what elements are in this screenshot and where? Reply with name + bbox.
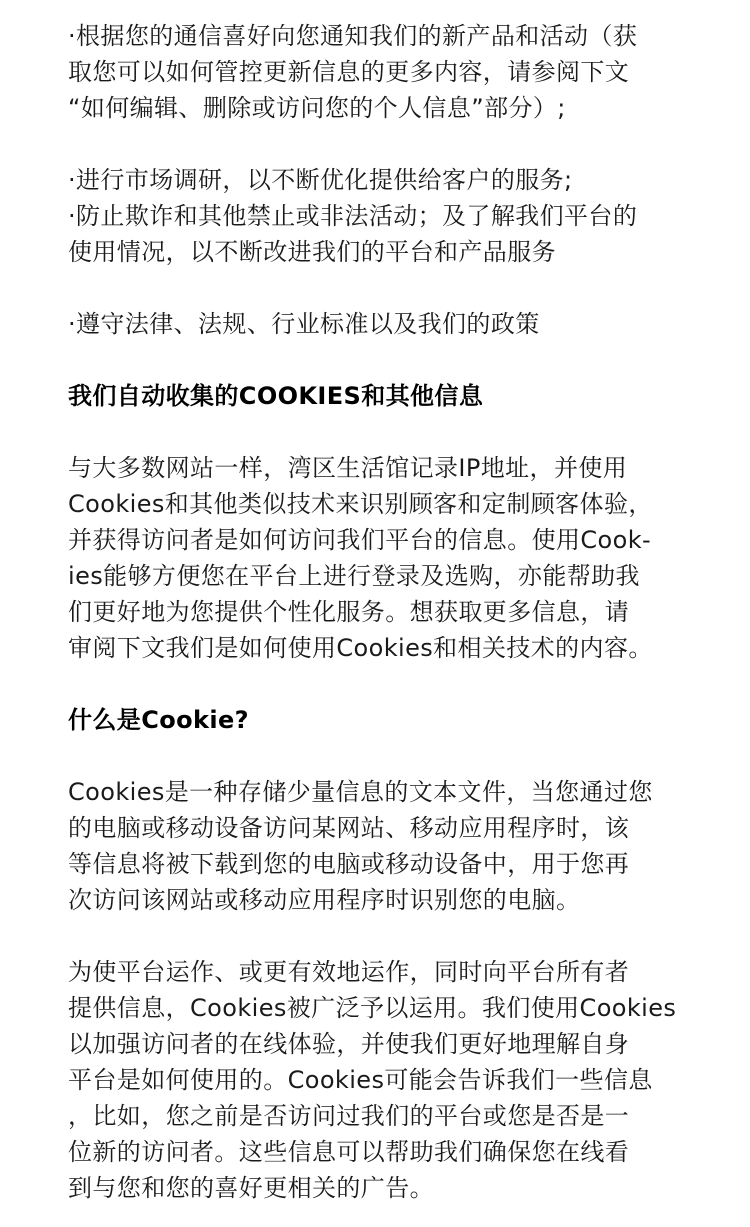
list-item-line: ·遵守法律、法规、行业标准以及我们的政策 [68,310,540,338]
paragraph-line: 位新的访问者。这些信息可以帮助我们确保您在线看 [68,1138,630,1166]
paragraph-line: 并获得访问者是如何访问我们平台的信息。使用Cook- [68,526,652,554]
purpose-list-continued [68,18,682,126]
list-item-line: 使用情况，以不断改进我们的平台和产品服务 [68,238,556,266]
paragraph-line: 等信息将被下载到您的电脑或移动设备中，用于您再 [68,850,630,878]
what-is-cookie-heading: 什么是Cookie? [68,706,249,734]
paragraph-line: 以加强访问者的在线体验，并使我们更好地理解自身 [68,1030,630,1058]
paragraph-line: 到与您和您的喜好更相关的广告。 [68,1174,434,1202]
paragraph-line: Cookies是一种存储少量信息的文本文件，当您通过您 [68,778,653,806]
list-item-line: ·进行市场调研，以不断优化提供给客户的服务; [68,166,573,194]
spacer [68,126,682,162]
paragraph-line: 为使平台运作、或更有效地运作，同时向平台所有者 [68,958,630,986]
what-is-cookie-paragraph-1 [68,774,682,918]
spacer [68,918,682,954]
list-item-line: “如何编辑、删除或访问您的个人信息”部分）; [68,94,566,122]
paragraph-line: Cookies和其他类似技术来识别顾客和定制顾客体验， [68,490,653,518]
purpose-list-last [68,306,682,342]
spacer [68,738,682,774]
list-item-line: ·根据您的通信喜好向您通知我们的新产品和活动（获 [68,22,638,50]
what-is-cookie-paragraph-2 [68,954,682,1206]
paragraph-line: 们更好地为您提供个性化服务。想获取更多信息，请 [68,598,630,626]
paragraph-line: ，比如，您之前是否访问过我们的平台或您是否是一 [68,1102,630,1130]
list-item-line: 取您可以如何管控更新信息的更多内容，请参阅下文 [68,58,630,86]
paragraph-line: 平台是如何使用的。Cookies可能会告诉我们一些信息 [68,1066,653,1094]
spacer [68,342,682,378]
paragraph-line: 审阅下文我们是如何使用Cookies和相关技术的内容。 [68,634,653,662]
paragraph-line: 的电脑或移动设备访问某网站、移动应用程序时，该 [68,814,630,842]
cookies-section-paragraph [68,450,682,666]
spacer [68,270,682,306]
spacer [68,666,682,702]
list-item-line: ·防止欺诈和其他禁止或非法活动；及了解我们平台的 [68,202,638,230]
paragraph-line: ies能够方便您在平台上进行登录及选购，亦能帮助我 [68,562,640,590]
paragraph-line: 次访问该网站或移动应用程序时识别您的电脑。 [68,886,581,914]
paragraph-line: 提供信息，Cookies被广泛予以运用。我们使用Cookies [68,994,677,1022]
cookies-section-heading: 我们自动收集的COOKIES和其他信息 [68,382,484,410]
paragraph-line: 与大多数网站一样，湾区生活馆记录IP地址，并使用 [68,454,628,482]
purpose-list-more [68,162,682,270]
spacer [68,414,682,450]
